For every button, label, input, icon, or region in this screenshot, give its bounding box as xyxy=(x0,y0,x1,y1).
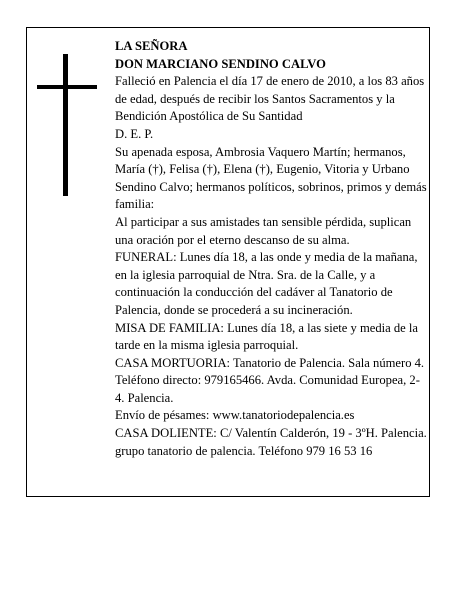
notice-title-line1: LA SEÑORA xyxy=(115,39,188,53)
notice-death-details: Falleció en Palencia el día 17 de enero de 2010, a los 83 años de edad, después de recibir los Santos Sacramentos y la Bendición Apostólica de Su Santidad xyxy=(115,74,425,124)
notice-mourning-house: CASA DOLIENTE: C/ Valentín Calderón, 19 - 3ºH. Palencia. xyxy=(115,426,427,441)
cross-vertical-bar xyxy=(63,54,68,196)
notice-text xyxy=(115,38,429,460)
notice-request: Al participar a sus amistades tan sensible pérdida, suplican una oración por el eterno descanso de su alma. xyxy=(115,214,412,247)
notice-mortuary: CASA MORTUORIA: Tanatorio de Palencia. Sala número 4. Teléfono directo: 979165466. Avda. Comunidad Europea, 2-4. Palencia. xyxy=(115,355,425,405)
cross-horizontal-bar xyxy=(37,85,97,89)
notice-family: Su apenada esposa, Ambrosia Vaquero Martín; hermanos, María (†), Felisa (†), Elena (†), Eugenio, Vitoria y Urbano Sendino Calvo; hermanos políticos, sobrinos, primos y demás familia: xyxy=(115,144,427,212)
notice-deceased-name: DON MARCIANO SENDINO CALVO xyxy=(115,56,326,71)
cross-icon xyxy=(37,54,97,196)
notice-condolences: Envío de pésames: www.tanatoriodepalencia.es xyxy=(115,408,355,423)
notice-family-mass: MISA DE FAMILIA: Lunes día 18, a las siete y media de la tarde en la misma iglesia parroquial. xyxy=(115,320,419,353)
notice-funeral: FUNERAL: Lunes día 18, a las onde y media de la mañana, en la iglesia parroquial de Ntra. Sra. de la Calle, y a continuación la conducción del cadáver al Tanatorio de Palencia, donde se procederá a su incineración. xyxy=(115,250,418,317)
obituary-notice xyxy=(26,27,430,497)
notice-funeral-home: grupo tanatorio de palencia. Teléfono 979 16 53 16 xyxy=(115,443,373,458)
notice-dep: D. E. P. xyxy=(115,126,154,141)
